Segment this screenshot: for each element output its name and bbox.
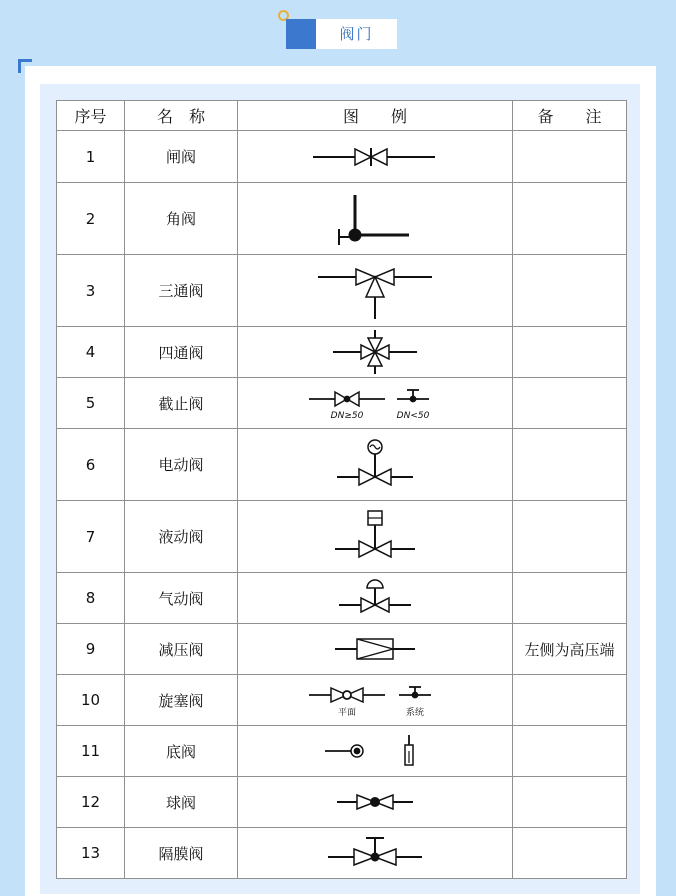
table-row — [57, 624, 627, 675]
table-row — [57, 131, 627, 183]
title-label: 阀门 — [316, 19, 397, 49]
row-number: 9 — [57, 624, 125, 675]
symbol-label: 系统 — [405, 708, 425, 718]
symbol-label: DN<50 — [396, 411, 430, 421]
row-number: 2 — [57, 183, 125, 255]
table-row — [57, 183, 627, 255]
title-accent-block — [286, 19, 316, 49]
pressure-reducing-valve-icon — [325, 632, 425, 666]
table-row — [57, 255, 627, 327]
pneumatic-valve-icon — [325, 575, 425, 621]
table-row — [57, 378, 627, 429]
row-name: 底阀 — [125, 726, 238, 777]
row-number: 7 — [57, 501, 125, 573]
row-number: 10 — [57, 675, 125, 726]
row-note — [513, 429, 627, 501]
row-note — [513, 573, 627, 624]
row-name: 旋塞阀 — [125, 675, 238, 726]
col-header-name: 名 称 — [125, 101, 238, 131]
row-name: 角阀 — [125, 183, 238, 255]
row-note — [513, 183, 627, 255]
row-number: 3 — [57, 255, 125, 327]
col-header-symbol: 图 例 — [238, 101, 513, 131]
diaphragm-valve-icon — [320, 833, 430, 873]
symbol-label: DN≥50 — [330, 411, 364, 421]
row-number: 4 — [57, 327, 125, 378]
hydraulic-valve-icon — [325, 507, 425, 567]
col-header-no: 序号 — [57, 101, 125, 131]
four-way-valve-icon — [325, 329, 425, 375]
row-number: 13 — [57, 828, 125, 879]
angle-valve-icon — [325, 189, 425, 249]
row-number: 6 — [57, 429, 125, 501]
table-row — [57, 828, 627, 879]
row-name: 减压阀 — [125, 624, 238, 675]
row-name: 截止阀 — [125, 378, 238, 429]
row-note — [513, 828, 627, 879]
electric-valve-icon — [325, 435, 425, 495]
row-name: 四通阀 — [125, 327, 238, 378]
row-note — [513, 726, 627, 777]
foot-valve-icon — [315, 731, 435, 771]
three-way-valve-icon — [310, 259, 440, 323]
table-header-row — [57, 101, 627, 131]
row-number: 8 — [57, 573, 125, 624]
table-row — [57, 777, 627, 828]
row-note — [513, 501, 627, 573]
row-note — [513, 255, 627, 327]
table-row — [57, 501, 627, 573]
globe-valve-icon — [305, 383, 445, 423]
row-name: 球阀 — [125, 777, 238, 828]
table-row — [57, 726, 627, 777]
row-name: 电动阀 — [125, 429, 238, 501]
row-name: 隔膜阀 — [125, 828, 238, 879]
table-row — [57, 573, 627, 624]
row-note — [513, 327, 627, 378]
table-row — [57, 327, 627, 378]
symbol-label: 平面 — [337, 708, 357, 718]
row-note — [513, 131, 627, 183]
row-name: 液动阀 — [125, 501, 238, 573]
row-note — [513, 777, 627, 828]
plug-valve-icon — [305, 680, 445, 720]
row-name: 气动阀 — [125, 573, 238, 624]
row-note: 左侧为高压端 — [513, 624, 627, 675]
table-row — [57, 429, 627, 501]
section-title — [278, 10, 408, 50]
valve-legend-table — [56, 100, 627, 879]
row-name: 三通阀 — [125, 255, 238, 327]
row-number: 1 — [57, 131, 125, 183]
gate-valve-icon — [305, 142, 445, 172]
row-number: 11 — [57, 726, 125, 777]
ball-valve-icon — [325, 787, 425, 817]
col-header-note: 备 注 — [513, 101, 627, 131]
row-number: 12 — [57, 777, 125, 828]
row-note — [513, 378, 627, 429]
row-name: 闸阀 — [125, 131, 238, 183]
table-row — [57, 675, 627, 726]
row-note — [513, 675, 627, 726]
row-number: 5 — [57, 378, 125, 429]
